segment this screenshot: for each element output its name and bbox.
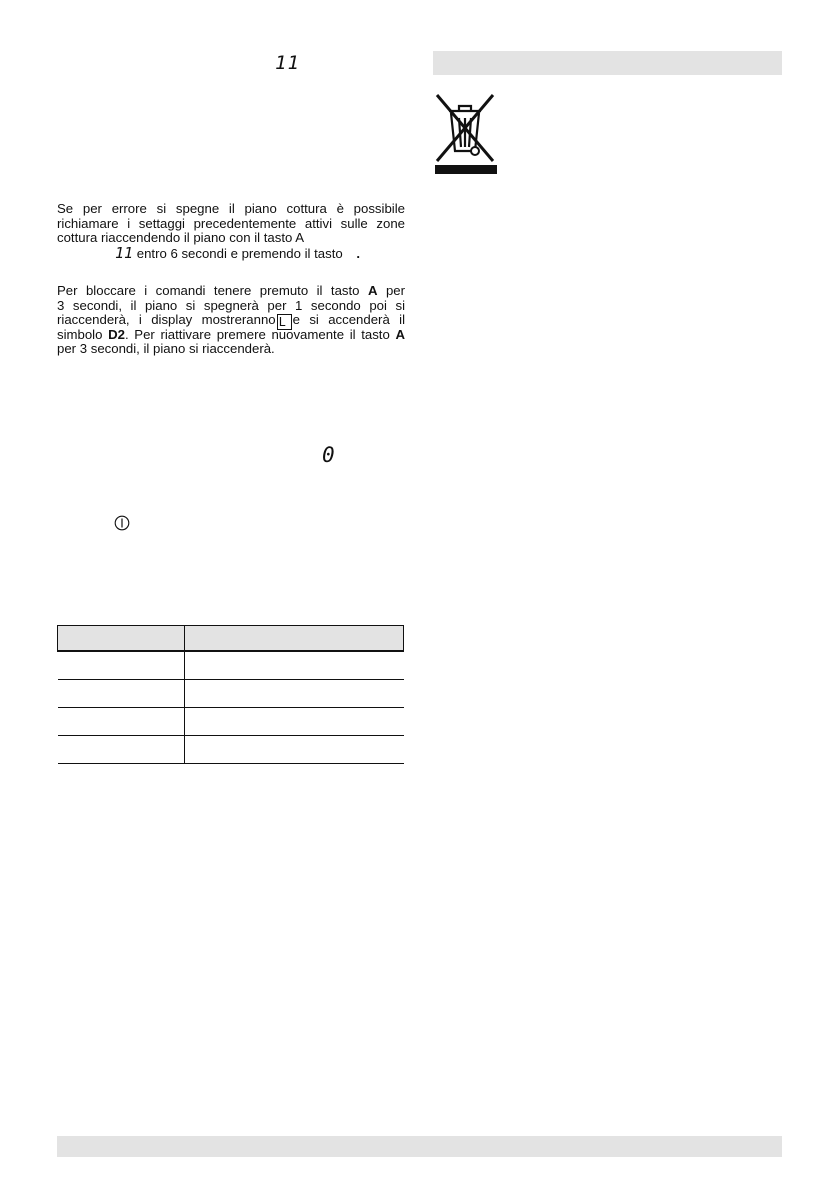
codes-table [57,625,404,764]
table-row [58,708,404,736]
table-cell [58,680,185,708]
symbol-d2-label: D2 [108,326,125,342]
lock-line-3 [57,313,405,328]
key-a-label: A [367,283,378,298]
recall-line-1: Se per errore si spegne il piano cottura è possibile [57,201,405,216]
lock-display-symbol: L [277,314,292,330]
lock-line-5: per 3 secondi, il piano si riaccenderà. [57,341,275,357]
recall-line-4 [57,243,405,262]
recall-line-4-end: . [356,245,361,261]
table-cell [58,651,185,680]
table-cell [185,708,404,736]
table-cell [185,680,404,708]
lock-line-3-end: e si accenderà il [292,312,405,328]
table-header-cell [185,626,404,652]
power-button-icon [114,515,130,531]
table-header-cell [58,626,185,652]
paragraph-recall-settings [57,202,405,260]
display-digit-zero: 0 [322,443,336,467]
paragraph-lock-controls [57,284,405,357]
lock-line-4-mid: . Per riattivare premere nuovamente il tasto [124,326,390,342]
lock-line-1-end: per [385,283,405,298]
lock-line-4 [57,328,405,343]
display-digits-recall: 11 [115,243,134,262]
table-cell [185,736,404,764]
recall-line-2: richiamare i settaggi precedentemente attivi sulle zone [57,215,405,231]
section-header-bar-right [433,51,782,75]
table-cell [58,736,185,764]
table-header-row [58,626,404,652]
lock-line-1 [57,284,405,299]
recall-line-4-text: entro 6 secondi e premendo il tasto [136,245,343,261]
crossed-out-wheelie-bin-icon [433,91,497,175]
lock-line-1-text: Per bloccare i comandi tenere premuto il tasto [57,283,360,298]
display-digits-top: 11 [275,52,300,74]
page-footer-bar [57,1136,782,1157]
recall-line-3: cottura riaccendendo il piano con il tasto A [57,230,305,246]
table-row [58,680,404,708]
key-a-label-2: A [395,326,405,342]
lock-line-4-text: simbolo [57,326,103,342]
lock-line-2: 3 secondi, il piano si spegnerà per 1 secondo poi si [57,297,405,313]
table-row [58,651,404,680]
table-row [58,736,404,764]
lock-line-3-text: riaccenderà, i display mostreranno [57,312,276,328]
table-cell [185,651,404,680]
table-cell [58,708,185,736]
